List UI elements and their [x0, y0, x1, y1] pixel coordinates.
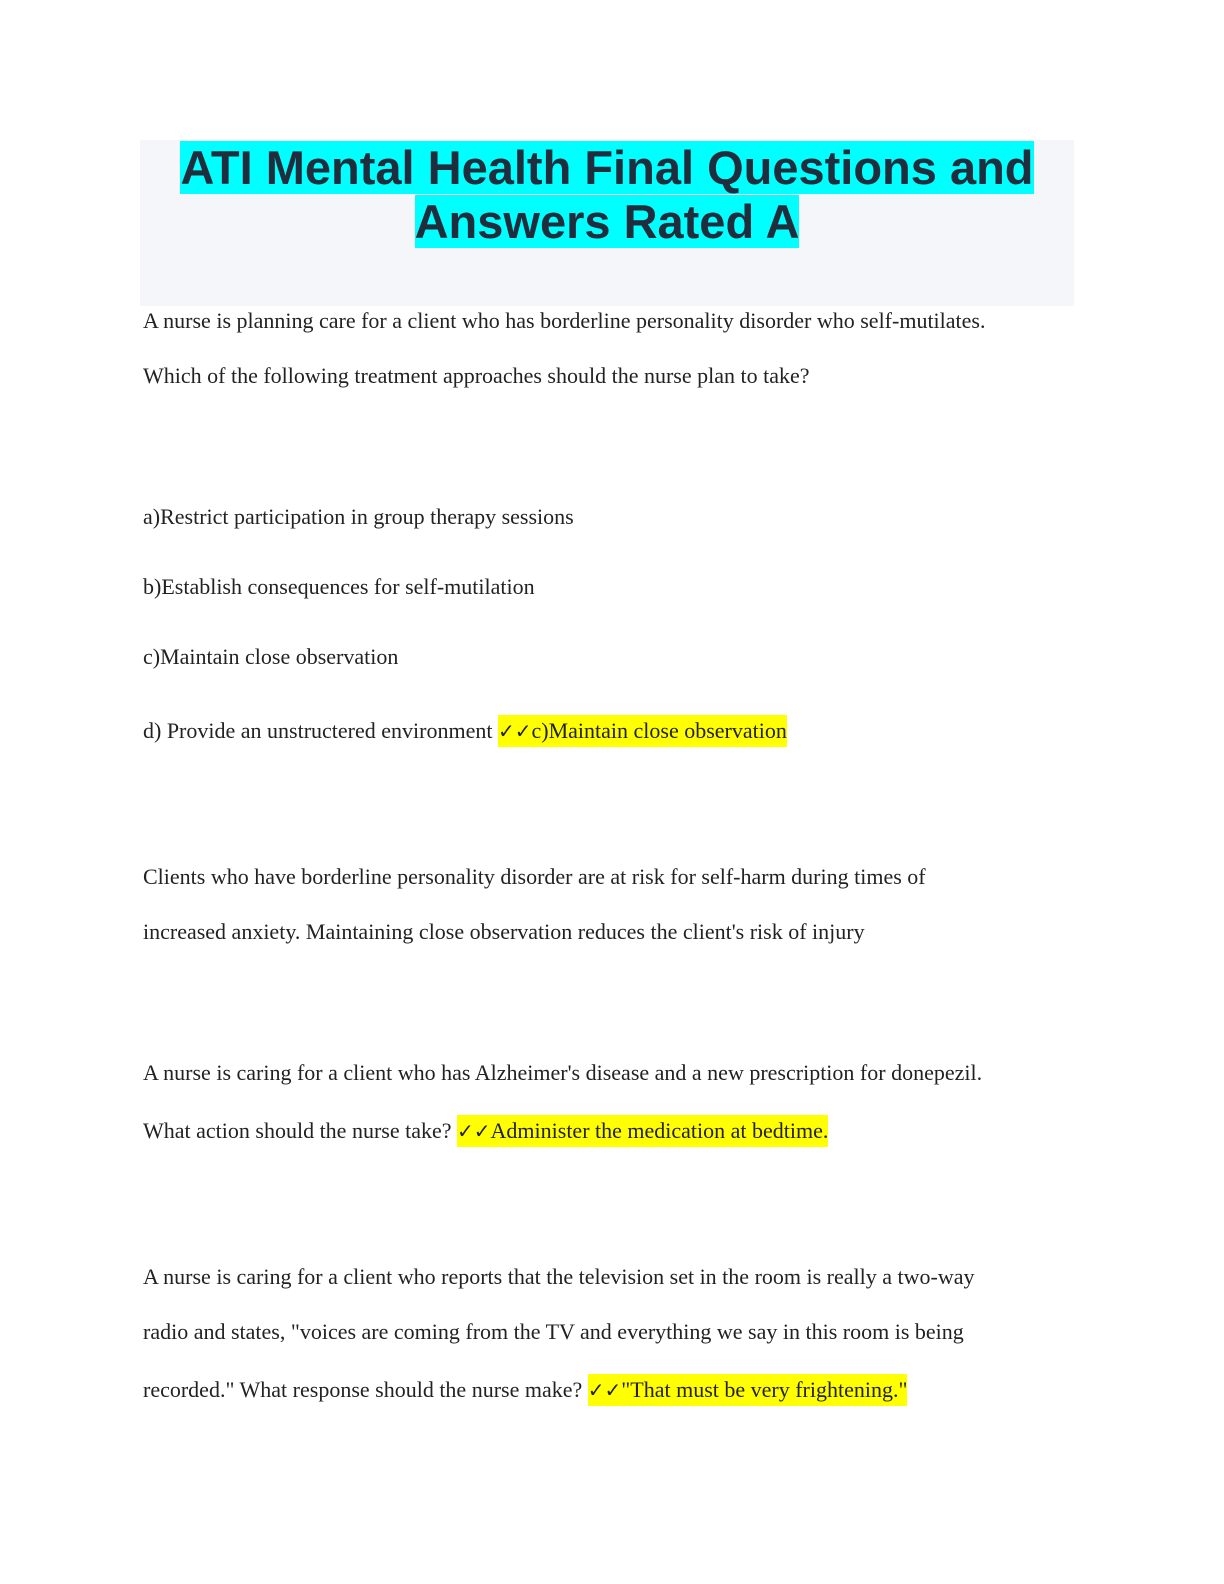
answer-text: "That must be very frightening." — [621, 1377, 908, 1402]
option-c: c)Maintain close observation — [143, 644, 399, 669]
question-2-line-2: What action should the nurse take? — [143, 1118, 452, 1143]
question-1-line-1: A nurse is planning care for a client who has borderline personality disorder who self-mutilates. — [143, 308, 986, 333]
option-d-with-answer — [143, 718, 787, 744]
check-icon: ✓✓ — [457, 1119, 491, 1143]
option-b: b)Establish consequences for self-mutilation — [143, 574, 535, 599]
question-3-line-1: A nurse is caring for a client who reports that the television set in the room is really a two-way — [143, 1264, 975, 1289]
title-line-1: ATI Mental Health Final Questions and — [180, 141, 1034, 194]
question-1-line-2: Which of the following treatment approaches should the nurse plan to take? — [143, 363, 810, 388]
rationale-line-2: increased anxiety. Maintaining close observation reduces the client's risk of injury — [143, 919, 865, 944]
check-icon: ✓✓ — [587, 1378, 622, 1402]
answer-highlight — [498, 715, 787, 747]
answer-highlight — [457, 1115, 828, 1147]
answer-highlight — [588, 1374, 908, 1406]
question-2-line-2-with-answer — [143, 1118, 828, 1144]
question-2-line-1: A nurse is caring for a client who has Alzheimer's disease and a new prescription for donepezil. — [143, 1060, 983, 1085]
answer-text: Administer the medication at bedtime. — [490, 1118, 829, 1143]
answer-text: c)Maintain close observation — [531, 718, 787, 743]
option-a: a)Restrict participation in group therapy sessions — [143, 504, 574, 529]
document-title — [140, 141, 1074, 249]
question-3-line-3: recorded." What response should the nurse make? — [143, 1377, 583, 1402]
question-3-line-3-with-answer — [143, 1377, 907, 1403]
rationale-line-1: Clients who have borderline personality disorder are at risk for self-harm during times of — [143, 864, 926, 889]
question-3-line-2: radio and states, "voices are coming from the TV and everything we say in this room is being — [143, 1319, 964, 1344]
option-d: d) Provide an unstructered environment — [143, 718, 493, 743]
title-line-2: Answers Rated A — [414, 195, 800, 248]
check-icon: ✓✓ — [497, 719, 532, 743]
